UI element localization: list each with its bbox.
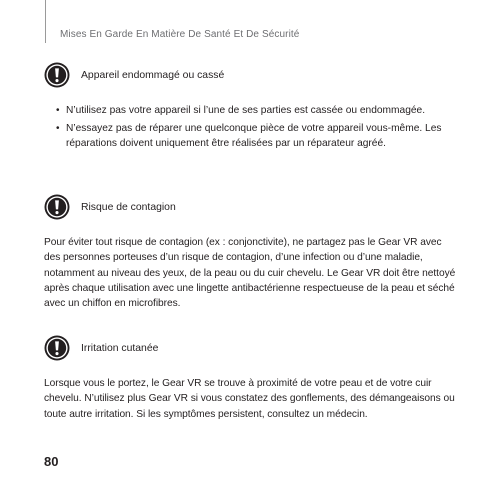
warning-exclamation-icon (44, 194, 70, 220)
section-title-irritation: Irritation cutanée (81, 342, 159, 354)
page-header: Mises En Garde En Matière De Santé Et De Sécurité (60, 29, 300, 40)
contagion-paragraph: Pour éviter tout risque de contagion (ex : conjonctivite), ne partagez pas le Gear VR avec des personnes porteuses d’un risque de contagion, d’une infection ou d’une maladie, notamment au niveau des yeux, de la peau ou du cuir chevelu. Le Gear VR doit être nettoyé après chaque utilisation avec une lingette antibactérienne respectueuse de la peau et séché avec un chiffon en microfibres. (44, 237, 456, 310)
irritation-paragraph: Lorsque vous le portez, le Gear VR se trouve à proximité de votre peau et de votre cuir chevelu. N’utilisez plus Gear VR si vous constatez des gonflements, des démangeaisons ou toute autre irritation. Si les symptômes persistent, consultez un médecin. (44, 378, 455, 420)
section-title-contagion: Risque de contagion (81, 201, 176, 213)
list-item (44, 121, 454, 151)
section-title-damaged: Appareil endommagé ou cassé (81, 69, 225, 81)
bullet-dot: • (56, 105, 60, 116)
list-item-text: N’utilisez pas votre appareil si l’une de ses parties est cassée ou endommagée. (66, 105, 426, 116)
list-item-text: N’essayez pas de réparer une quelconque pièce de votre appareil vous-même. Les réparations doivent uniquement être réalisées par un réparateur agréé. (66, 123, 442, 149)
page-number: 80 (44, 454, 59, 469)
warning-irritation (44, 335, 158, 361)
warning-damaged (44, 62, 224, 88)
damaged-bullet-list (44, 103, 454, 154)
bullet-dot: • (56, 123, 60, 134)
warning-exclamation-icon (44, 62, 70, 88)
warning-contagion (44, 194, 176, 220)
warning-exclamation-icon (44, 335, 70, 361)
list-item (44, 103, 454, 118)
header-divider (45, 0, 46, 43)
